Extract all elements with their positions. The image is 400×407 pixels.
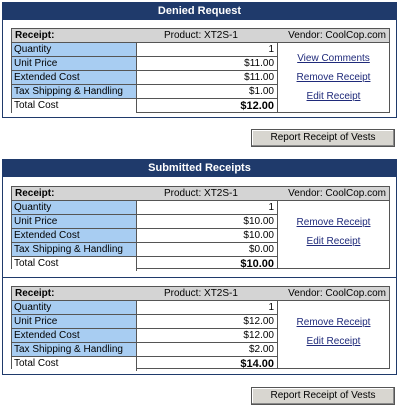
line-value: $12.00	[243, 316, 274, 327]
line-value: $11.00	[244, 72, 274, 83]
line-value: $1.00	[248, 86, 274, 97]
line-value: 1	[268, 44, 274, 55]
receipt-product: Product: XT2S-1	[164, 30, 238, 41]
line-quantity	[12, 201, 277, 215]
receipt-lines	[12, 201, 277, 271]
line-label: Total Cost	[12, 357, 137, 371]
denied-request-header: Denied Request	[3, 3, 396, 20]
receipt-vendor: Vendor: CoolCop.com	[288, 30, 386, 41]
line-total-cost	[12, 99, 277, 113]
line-tax-shipping	[12, 243, 277, 257]
line-unit-price	[12, 57, 277, 71]
denied-request-panel	[2, 2, 397, 118]
submitted-receipts-header: Submitted Receipts	[3, 160, 396, 177]
line-value: $2.00	[248, 344, 274, 355]
line-value: $14.00	[240, 358, 274, 370]
remove-receipt-link[interactable]: Remove Receipt	[296, 217, 371, 228]
report-receipt-button[interactable]: Report Receipt of Vests	[251, 129, 395, 147]
line-quantity	[12, 43, 277, 57]
line-label: Quantity	[12, 43, 137, 56]
edit-receipt-link[interactable]: Edit Receipt	[306, 91, 361, 102]
line-total-cost	[12, 357, 277, 371]
line-label: Quantity	[12, 301, 137, 314]
remove-receipt-link[interactable]: Remove Receipt	[296, 317, 371, 328]
line-tax-shipping	[12, 343, 277, 357]
line-value: $10.00	[243, 230, 274, 241]
column-separator	[277, 201, 278, 268]
line-unit-price	[12, 215, 277, 229]
line-label: Extended Cost	[12, 229, 137, 242]
line-quantity	[12, 301, 277, 315]
receipt-lines	[12, 301, 277, 371]
line-unit-price	[12, 315, 277, 329]
receipt-vendor: Vendor: CoolCop.com	[288, 288, 386, 299]
line-value: $10.00	[243, 216, 274, 227]
view-comments-link[interactable]: View Comments	[297, 53, 370, 64]
edit-receipt-link[interactable]: Edit Receipt	[306, 336, 361, 347]
receipt-header	[12, 29, 389, 43]
line-value: $11.00	[244, 58, 274, 69]
submitted-receipts-panel	[2, 159, 397, 375]
line-total-cost	[12, 257, 277, 271]
line-label: Quantity	[12, 201, 137, 214]
line-extended-cost	[12, 229, 277, 243]
receipt-vendor: Vendor: CoolCop.com	[288, 188, 386, 199]
report-receipt-button[interactable]: Report Receipt of Vests	[251, 387, 395, 405]
line-label: Extended Cost	[12, 71, 137, 84]
denied-receipt	[11, 28, 390, 113]
remove-receipt-link[interactable]: Remove Receipt	[296, 72, 371, 83]
line-label: Tax Shipping & Handling	[12, 343, 137, 356]
line-label: Total Cost	[12, 99, 137, 113]
line-label: Unit Price	[12, 315, 137, 328]
line-label: Unit Price	[12, 57, 137, 70]
line-label: Tax Shipping & Handling	[12, 243, 137, 256]
receipt-header	[12, 287, 389, 301]
line-label: Extended Cost	[12, 329, 137, 342]
receipt-divider	[3, 277, 396, 278]
line-extended-cost	[12, 71, 277, 85]
line-value: $12.00	[243, 330, 274, 341]
receipt-product: Product: XT2S-1	[164, 188, 238, 199]
receipt-header	[12, 187, 389, 201]
submitted-receipt-2	[11, 286, 390, 369]
line-value: $12.00	[240, 100, 274, 112]
line-value: $0.00	[248, 244, 274, 255]
line-tax-shipping	[12, 85, 277, 99]
column-separator	[277, 301, 278, 368]
receipt-product: Product: XT2S-1	[164, 288, 238, 299]
receipt-label: Receipt:	[15, 188, 55, 199]
line-label: Tax Shipping & Handling	[12, 85, 137, 98]
line-label: Total Cost	[12, 257, 137, 271]
line-value: $10.00	[240, 258, 274, 270]
edit-receipt-link[interactable]: Edit Receipt	[306, 236, 361, 247]
submitted-receipt-1	[11, 186, 390, 269]
line-value: 1	[268, 202, 274, 213]
line-label: Unit Price	[12, 215, 137, 228]
receipt-label: Receipt:	[15, 288, 55, 299]
receipt-lines	[12, 43, 277, 113]
line-extended-cost	[12, 329, 277, 343]
receipt-label: Receipt:	[15, 30, 55, 41]
line-value: 1	[268, 302, 274, 313]
